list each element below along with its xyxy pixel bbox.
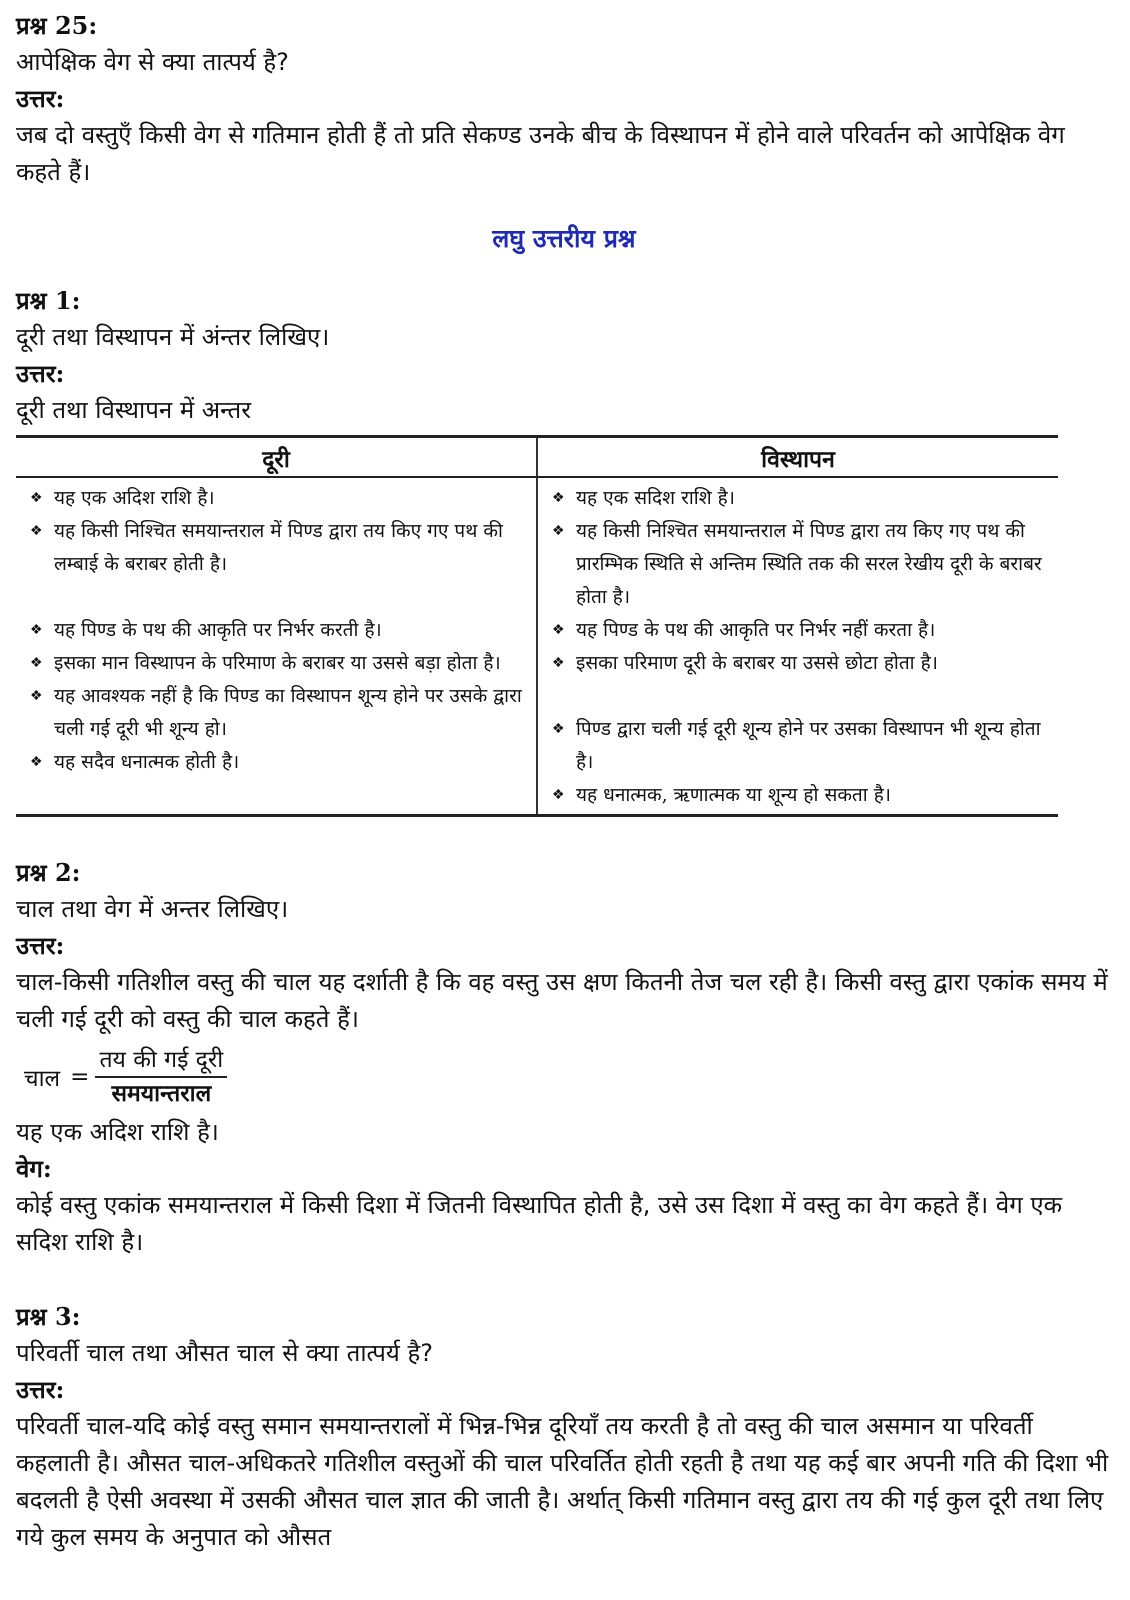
list-item: ❖ यह एक सदिश राशि है।: [546, 482, 1050, 515]
list-item: ❖ यह सदैव धनात्मक होती है।: [24, 746, 528, 779]
formula-lhs: चाल: [24, 1066, 61, 1092]
distance-column: [16, 477, 537, 816]
list-item: ❖ यह किसी निश्चित समयान्तराल में पिण्ड द्वारा तय किए गए पथ की लम्बाई के बराबर होती है।: [24, 515, 528, 581]
q3-answer: परिवर्ती चाल-यदि कोई वस्तु समान समयान्तरालों में भिन्न-भिन्न दूरियाँ तय करती है तो वस्तु की चाल असमान या परिवर्ती कहलाती है। औसत चाल-अधिकतरे गतिशील वस्तुओं की चाल परिवर्तित होती रहती है तथा यह कई बार अपनी गति की दिशा भी बदलती है ऐसी अवस्था में उसकी औसत चाल ज्ञात की जाती है। अर्थात् किसी गतिमान वस्तु द्वारा तय की गई कुल दूरी तथा लिए गये कुल समय के अनुपात को औसत: [16, 1412, 1109, 1551]
q3-label: प्रश्न 3:: [16, 1302, 81, 1331]
bullet-icon: ❖: [552, 622, 565, 638]
bullet-icon: ❖: [30, 754, 43, 770]
list-item: ❖ यह पिण्ड के पथ की आकृति पर निर्भर करती है।: [24, 614, 528, 647]
q2-answer-label: उत्तर:: [16, 931, 65, 960]
q2-question: चाल तथा वेग में अन्तर लिखिए।: [16, 895, 289, 923]
q25-answer-label: उत्तर:: [16, 84, 65, 113]
bullet-icon: ❖: [552, 787, 565, 803]
table-header-distance: दूरी: [16, 437, 537, 478]
bullet-icon: ❖: [30, 523, 43, 539]
bullet-icon: ❖: [30, 490, 43, 506]
bullet-icon: ❖: [30, 655, 43, 671]
velocity-text: कोई वस्तु एकांक समयान्तराल में किसी दिशा में जितनी विस्थापित होती है, उसे उस दिशा में वस्तु का वेग कहते हैं। वेग एक सदिश राशि है।: [16, 1191, 1063, 1256]
list-item: ❖ यह धनात्मक, ऋणात्मक या शून्य हो सकता है।: [546, 779, 1050, 812]
section-heading: लघु उत्तरीय प्रश्न: [492, 224, 636, 253]
list-item: ❖ यह एक अदिश राशि है।: [24, 482, 528, 515]
bullet-icon: ❖: [552, 523, 565, 539]
list-item: ❖ यह किसी निश्चित समयान्तराल में पिण्ड द्वारा तय किए गए पथ की प्रारम्भिक स्थिति से अन्तिम स्थिति तक की सरल रेखीय दूरी के बराबर होता है।: [546, 515, 1050, 614]
q25-question: आपेक्षिक वेग से क्या तात्पर्य है?: [16, 48, 289, 76]
q1-answer-label: उत्तर:: [16, 359, 65, 388]
velocity-label: वेग:: [16, 1154, 52, 1183]
bullet-icon: ❖: [552, 721, 565, 737]
bullet-icon: ❖: [30, 688, 43, 704]
table-header-displacement: विस्थापन: [537, 437, 1058, 478]
q25-label: प्रश्न 25:: [16, 11, 98, 40]
formula-denominator: समयान्तराल: [111, 1080, 212, 1107]
formula-numerator: तय की गई दूरी: [95, 1044, 227, 1078]
q2-answer: चाल-किसी गतिशील वस्तु की चाल यह दर्शाती है कि वह वस्तु उस क्षण कितनी तेज चल रही है। किसी वस्तु द्वारा एकांक समय में चली गई दूरी को वस्तु की चाल कहते हैं।: [16, 968, 1108, 1033]
list-item: ❖ यह आवश्यक नहीं है कि पिण्ड का विस्थापन शून्य होने पर उसके द्वारा चली गई दूरी भी शून्य हो।: [24, 680, 528, 746]
bullet-icon: ❖: [30, 622, 43, 638]
q2-after-formula: यह एक अदिश राशि है।: [16, 1118, 219, 1146]
q2-label: प्रश्न 2:: [16, 858, 81, 887]
q1-answer: दूरी तथा विस्थापन में अन्तर: [16, 396, 252, 424]
q1-question: दूरी तथा विस्थापन में अंन्तर लिखिए।: [16, 323, 330, 351]
formula-equals: =: [70, 1064, 90, 1090]
list-item: ❖ पिण्ड द्वारा चली गई दूरी शून्य होने पर उसका विस्थापन भी शून्य होता है।: [546, 713, 1050, 779]
speed-formula: [24, 1044, 1112, 1110]
list-item: ❖ इसका मान विस्थापन के परिमाण के बराबर या उससे बड़ा होता है।: [24, 647, 528, 680]
list-item: ❖ यह पिण्ड के पथ की आकृति पर निर्भर नहीं करता है।: [546, 614, 1050, 647]
q3-answer-label: उत्तर:: [16, 1375, 65, 1404]
q3-question: परिवर्ती चाल तथा औसत चाल से क्या तात्पर्य है?: [16, 1339, 433, 1367]
bullet-icon: ❖: [552, 655, 565, 671]
q1-label: प्रश्न 1:: [16, 286, 81, 315]
comparison-table: [16, 435, 1058, 817]
displacement-column: [537, 477, 1058, 816]
formula-fraction: [95, 1044, 227, 1110]
q25-answer: जब दो वस्तुएँ किसी वेग से गतिमान होती हैं तो प्रति सेकण्ड उनके बीच के विस्थापन में होने वाले परिवर्तन को आपेक्षिक वेग कहते हैं।: [16, 121, 1065, 186]
list-item: ❖ इसका परिमाण दूरी के बराबर या उससे छोटा होता है।: [546, 647, 1050, 680]
bullet-icon: ❖: [552, 490, 565, 506]
table-row: [16, 477, 1058, 816]
